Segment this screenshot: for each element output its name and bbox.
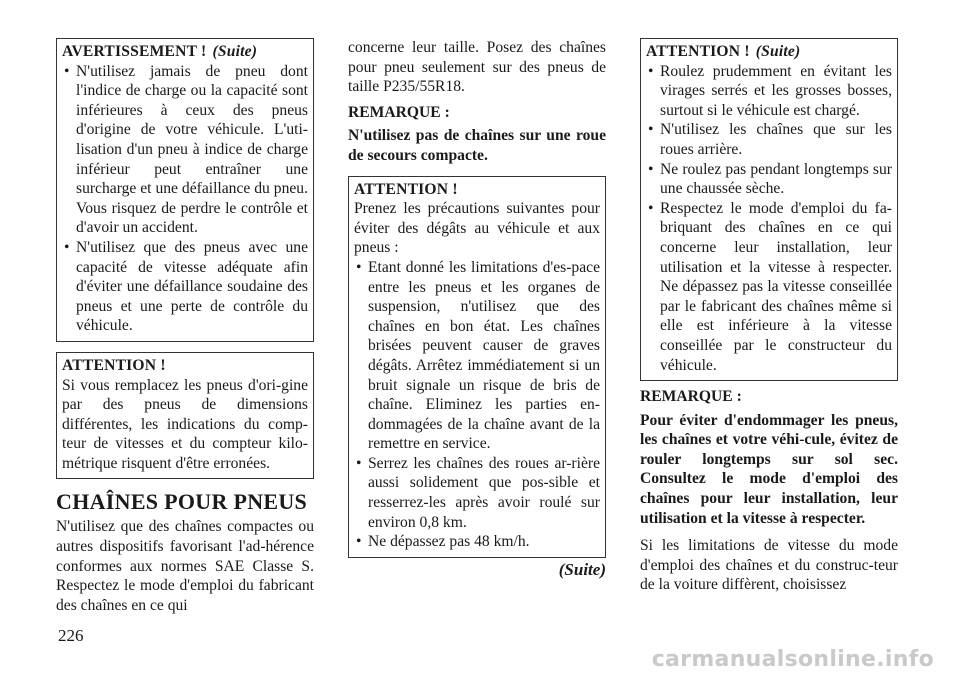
body-paragraph: Si les limitations de vitesse du mode d'emploi des chaînes et du construc-teur de la voiture diffèrent, choisissez (640, 537, 898, 594)
body-paragraph: concerne leur taille. Posez des chaînes pour pneu seulement sur des pneus de taille P235/55R18. (348, 39, 606, 96)
continued-label: (Suite) (755, 43, 801, 60)
column-left (56, 38, 314, 615)
warning-title-text: AVERTISSEMENT ! (62, 43, 207, 60)
attention-box (56, 352, 314, 480)
note-label: REMARQUE : (348, 103, 450, 121)
warning-title (62, 42, 308, 62)
attention-box (348, 176, 606, 558)
continued-label: (Suite) (212, 43, 258, 60)
list-item: • Serrez les chaînes des roues ar-rière aussi solidement que pos-sible et resserrez-les après avoir roulé sur environ 0,8 km. (354, 454, 600, 532)
list-item: • Ne dépassez pas 48 km/h. (354, 532, 600, 552)
attention-title-text: ATTENTION ! (646, 43, 750, 60)
body-paragraph: N'utilisez que des chaînes compactes ou autres dispositifs favorisant l'ad-hérence conformes aux normes SAE Classe S. Respectez le mode d'emploi du fabricant des chaînes en ce qui (56, 518, 314, 614)
attention-box (640, 38, 898, 381)
list-item: • Respectez le mode d'emploi du fa-briquant des chaînes en ce qui concerne leur installation, leur utilisation et la vitesse à respecter. Ne dépassez pas la vitesse conseillée par le fabricant des chaînes même si elle est inférieure à la vitesse conseillée par le constructeur du véhicule. (646, 199, 892, 375)
note-text: N'utilisez pas de chaînes sur une roue de secours compacte. (348, 127, 606, 164)
watermark: carmanualsonline.info (651, 647, 934, 672)
attention-list (354, 258, 600, 552)
warning-list (62, 62, 308, 336)
note-text: Pour éviter d'endommager les pneus, les chaînes et votre véhi-cule, évitez de rouler longtemps sur sol sec. Consultez le mode d'emploi des chaînes pour leur installation, leur utilisation et la vitesse à respecter. (640, 411, 898, 527)
attention-title (646, 42, 892, 62)
attention-list (646, 62, 892, 376)
list-item: • Etant donné les limitations d'es-pace entre les pneus et les organes de suspension, n'utilisez que des chaînes en bon état. Les chaînes brisées peuvent causer de graves dégâts. Arrêtez immédiatement si un bruit signale un risque de bris de chaîne. Eliminez les parties en-dommagées de la chaîne avant de la remettre en service. (354, 258, 600, 454)
continued-label: (Suite) (558, 559, 606, 579)
page-number: 226 (58, 626, 84, 645)
list-item: • Roulez prudemment en évitant les virages serrés et les grosses bosses, surtout si le véhicule est chargé. (646, 62, 892, 121)
list-item: • Ne roulez pas pendant longtemps sur une chaussée sèche. (646, 160, 892, 199)
note-label: REMARQUE : (640, 388, 742, 406)
list-item: • N'utilisez les chaînes que sur les roues arrière. (646, 120, 892, 159)
list-item: • N'utilisez que des pneus avec une capacité de vitesse adéquate afin d'éviter une défaillance soudaine des pneus et une perte de contrôle du véhicule. (62, 238, 308, 336)
attention-title: ATTENTION ! (62, 356, 166, 374)
section-heading: CHAÎNES POUR PNEUS (56, 489, 308, 515)
column-right (640, 38, 898, 595)
attention-text: Si vous remplacez les pneus d'ori-gine par des pneus de dimensions différentes, les indications du comp-teur de vitesses et du compteur kilo-métrique risquent d'être erronées. (62, 376, 308, 472)
attention-title: ATTENTION ! (354, 180, 458, 198)
warning-box (56, 38, 314, 342)
column-middle (348, 38, 606, 579)
attention-intro: Prenez les précautions suivantes pour éviter des dégâts au véhicule et aux pneus : (354, 200, 600, 257)
list-item: • N'utilisez jamais de pneu dont l'indice de charge ou la capacité sont inférieures à ceux des pneus d'origine de votre véhicule. L'uti-lisation d'un pneu à indice de charge inférieur peut entraîner une surcharge et une défaillance du pneu. Vous risquez de perdre le contrôle et d'avoir un accident. (62, 62, 308, 238)
